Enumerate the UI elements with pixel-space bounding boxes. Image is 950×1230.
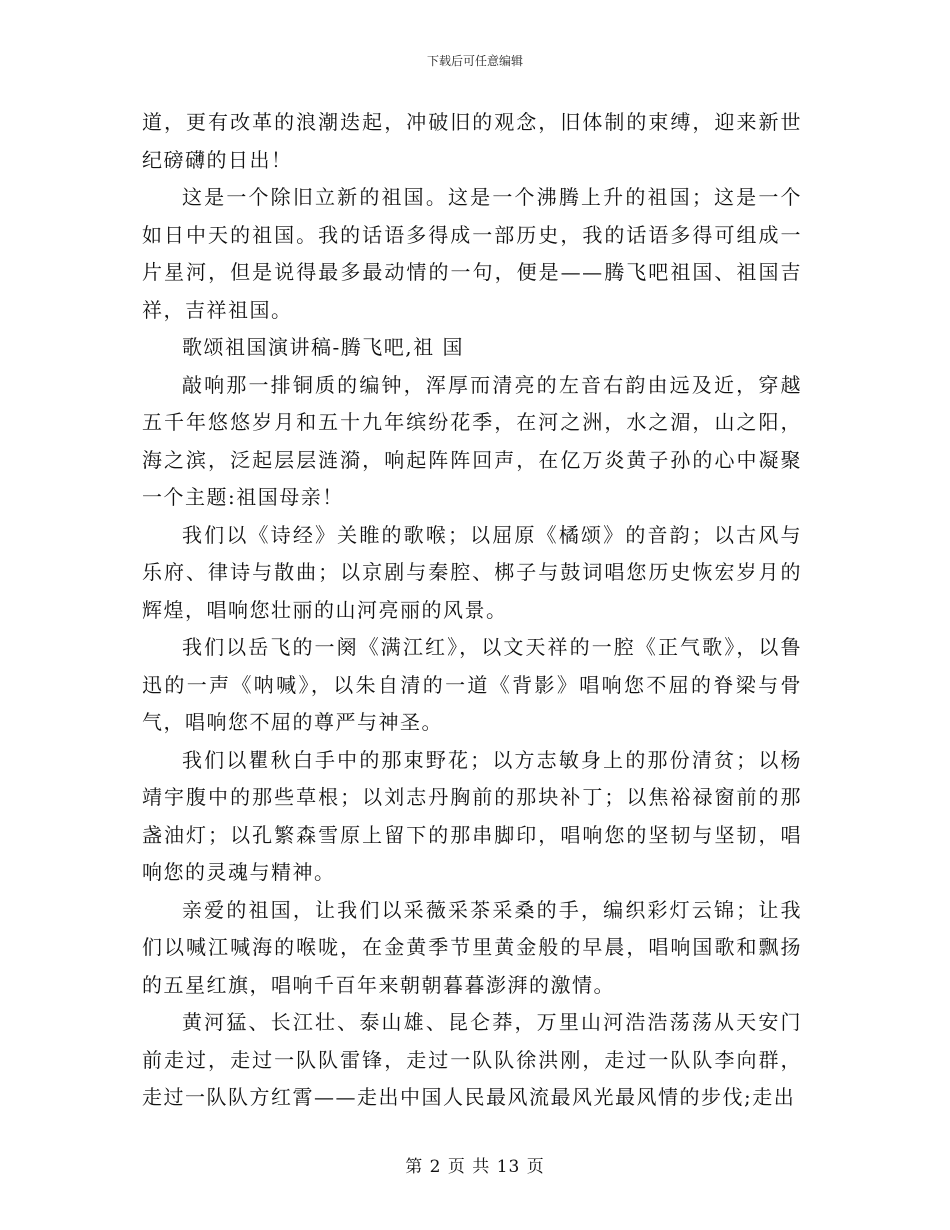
paragraph-8: 黄河猛、长江壮、泰山雄、昆仑莽，万里山河浩浩荡荡从天安门前走过，走过一队队雷锋，走过一队队徐洪刚，走过一队队李向群，走过一队队方红霄——走出中国人民最风流最风光最风情的步伐;走出 [142,1010,802,1109]
paragraph-2: 这是一个除旧立新的祖国。这是一个沸腾上升的祖国；这是一个如日中天的祖国。我的话语多得成一部历史，我的话语多得可组成一片星河，但是说得最多最动情的一句，便是——腾飞吧祖国、祖国吉祥，吉祥祖国。 [142,185,802,322]
paragraph-4: 我们以《诗经》关睢的歌喉；以屈原《橘颂》的音韵；以古风与乐府、律诗与散曲；以京剧与秦腔、梆子与鼓词唱您历史恢宏岁月的辉煌，唱响您壮丽的山河亮丽的风景。 [142,522,802,622]
document-body [142,104,802,1117]
paragraph-3: 敲响那一排铜质的编钟，浑厚而清亮的左音右韵由远及近，穿越五千年悠悠岁月和五十九年缤纷花季，在河之洲，水之湄，山之阳，海之滨，泛起层层涟漪，响起阵阵回声，在亿万炎黄子孙的心中凝聚一个主题:祖国母亲！ [142,372,802,509]
paragraph-1: 道，更有改革的浪潮迭起，冲破旧的观念，旧体制的束缚，迎来新世纪磅礴的日出！ [142,110,802,172]
paragraph-7: 亲爱的祖国，让我们以采薇采茶采桑的手，编织彩灯云锦；让我们以喊江喊海的喉咙，在金黄季节里黄金般的早晨，唱响国歌和飘扬的五星红旗，唱响千百年来朝朝暮暮澎湃的激情。 [142,897,802,997]
paragraph-5: 我们以岳飞的一阕《满江红》，以文天祥的一腔《正气歌》，以鲁迅的一声《呐喊》，以朱自清的一道《背影》唱响您不屈的脊梁与骨气，唱响您不屈的尊严与神圣。 [142,635,802,734]
header-note: 下载后可任意编辑 [426,54,523,68]
page-number: 第 2 页 共 13 页 [405,1157,545,1177]
section-title: 歌颂祖国演讲稿-腾飞吧,祖 国 [182,335,464,359]
paragraph-6: 我们以瞿秋白手中的那束野花；以方志敏身上的那份清贫；以杨靖宇腹中的那些草根；以刘志丹胸前的那块补丁；以焦裕禄窗前的那盏油灯；以孔繁森雪原上留下的那串脚印，唱响您的坚韧与坚韧，唱响您的灵魂与精神。 [142,747,802,884]
